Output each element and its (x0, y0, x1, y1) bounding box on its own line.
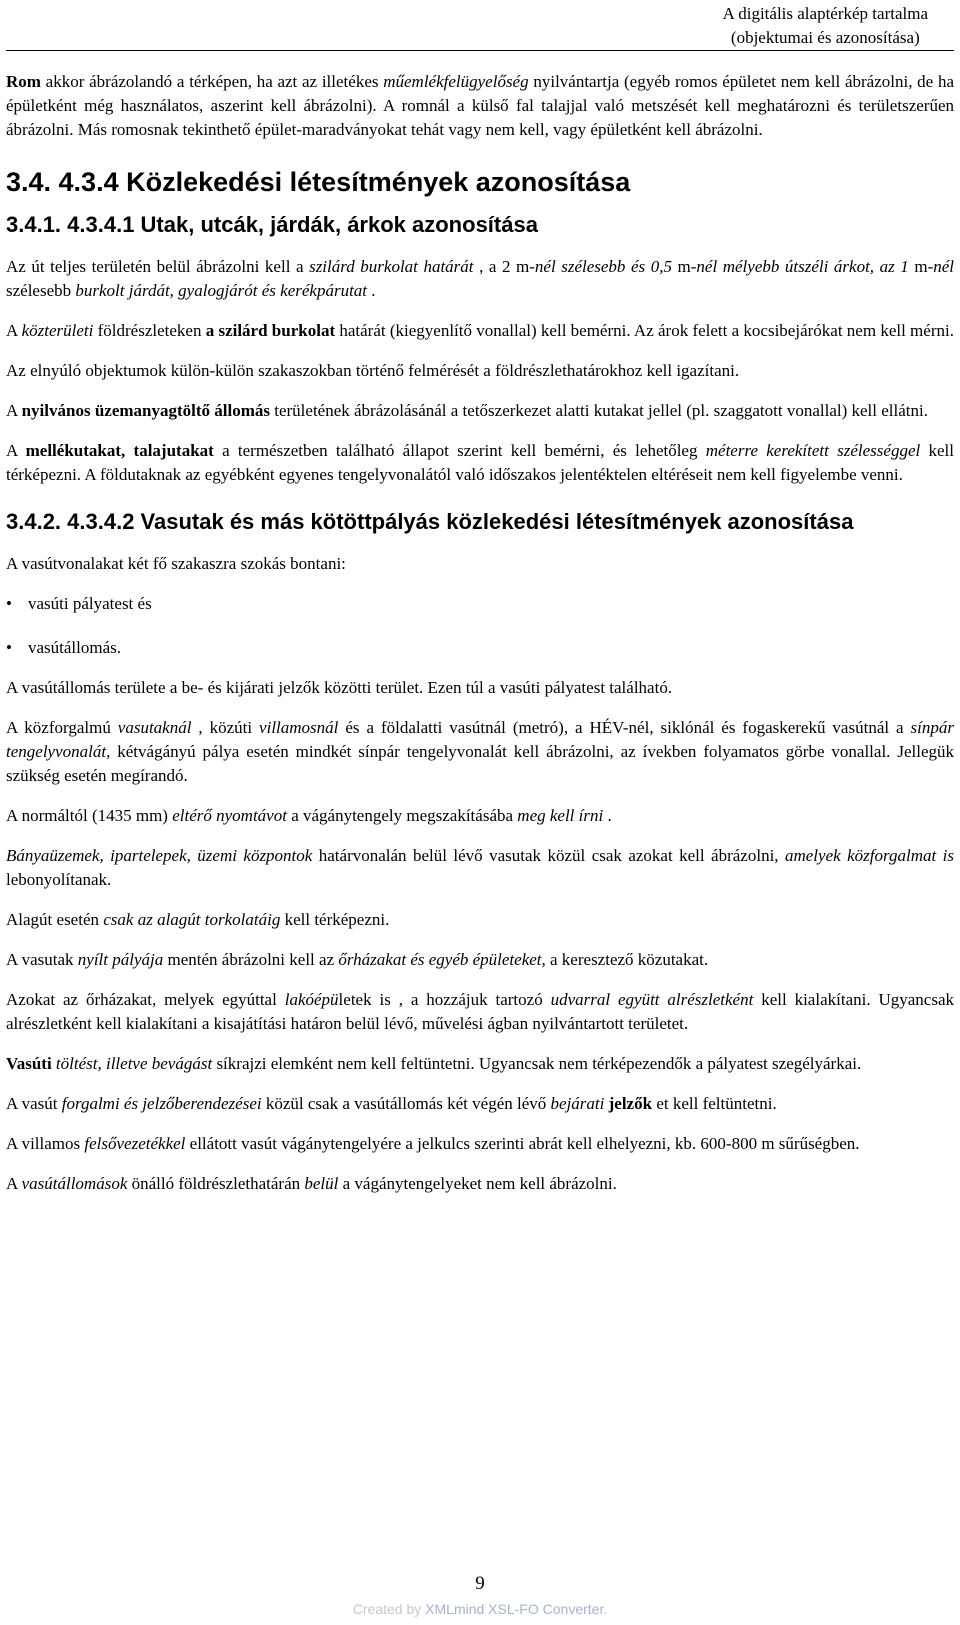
list-item: • vasúti pályatest és (6, 592, 954, 616)
header-subtitle: (objektumai és azonosítása) (730, 28, 920, 47)
paragraph: A vasútállomások önálló földrészlethatárán belül a vágánytengelyeket nem kell ábrázolni. (6, 1174, 617, 1193)
paragraph: A mellékutakat, talajutakat a természetben található állapot szerint kell bemérni, és lehetőleg méterre kerekített szélességgel kell térképezni. A földutaknak az egyébként egyenes tengelyvonalától való időszakos jelentéktelen eltéréseit nem kell figyelembe venni. (6, 441, 954, 484)
paragraph: Az út teljes területén belül ábrázolni kell a szilárd burkolat határát , a 2 m-nél szélesebb és 0,5 m-nél mélyebb útszéli árkot, az 1 m-nél szélesebb burkolt járdát, gyalogjárót és kerékpárutat . (6, 257, 954, 300)
page-number: 9 (475, 1573, 485, 1594)
paragraph: Azokat az őrházakat, melyek egyúttal lakóépületek is , a hozzájuk tartozó udvarral együtt alrészletként kell kialakítani. Ugyancsak alrészletként kell kialakítani a kisajátítási határon belül lévő, művelési ágban nyilvántartott területet. (6, 990, 954, 1033)
bullet-list (6, 592, 954, 660)
paragraph: A normáltól (1435 mm) eltérő nyomtávot a vágánytengely megszakításába meg kell írni . (6, 806, 612, 825)
running-header (723, 2, 928, 50)
paragraph: Vasúti töltést, illetve bevágást síkrajzi elemként nem kell feltüntetni. Ugyancsak nem térképezendők a pályatest szegélyárkai. (6, 1054, 862, 1073)
paragraph: A nyilvános üzemanyagtöltő állomás területének ábrázolásánál a tetőszerkezet alatti kutakat jellel (pl. szaggatott vonallal) kell ellátni. (6, 401, 928, 420)
list-item: • vasútállomás. (6, 636, 954, 660)
section-heading-3-4-2: 3.4.2. 4.3.4.2 Vasutak és más kötöttpályás közlekedési létesítmények azonosítása (6, 509, 854, 534)
converter-brand-link[interactable]: XMLmind XSL-FO Converter (425, 1601, 604, 1617)
converter-credit: Created by XMLmind XSL-FO Converter. (352, 1601, 608, 1617)
header-title: A digitális alaptérkép tartalma (722, 4, 928, 23)
paragraph: A közforgalmú vasutaknál , közúti villamosnál és a földalatti vasútnál (metró), a HÉV-nél, siklónál és fogaskerekű vasútnál a sínpár tengelyvonalát, kétvágányú pálya esetén mindkét sínpár tengelyvonalát kell ábrázolni, az ívekben folyamatos görbe vonallal. Jellegük szükség esetén megírandó. (6, 718, 954, 785)
paragraph: A villamos felsővezetékkel ellátott vasút vágánytengelyére a jelkulcs szerinti abrát kell elhelyezni, kb. 600-800 m sűrűségben. (6, 1134, 860, 1153)
term-rom: Rom (6, 72, 41, 91)
paragraph: Az elnyúló objektumok külön-külön szakaszokban történő felmérését a földrészlethatárokhoz kell igazítani. (6, 361, 740, 380)
paragraph: A vasútállomás területe a be- és kijárati jelzők közötti terület. Ezen túl a vasúti pályatest található. (6, 678, 673, 697)
paragraph: Bányaüzemek, ipartelepek, üzemi központok határvonalán belül lévő vasutak közül csak azokat kell ábrázolni, amelyek közforgalmat is lebonyolítanak. (6, 846, 954, 889)
paragraph: A közterületi földrészleteken a szilárd burkolat határát (kiegyenlítő vonallal) kell bemérni. Az árok felett a kocsibejárókat nem kell mérni. (6, 321, 954, 340)
paragraph: A vasútvonalakat két fő szakaszra szokás bontani: (6, 554, 346, 573)
paragraph: A vasút forgalmi és jelzőberendezései közül csak a vasútállomás két végén lévő bejárati jelzők et kell feltüntetni. (6, 1094, 777, 1113)
paragraph: A vasutak nyílt pályája mentén ábrázolni kell az őrházakat és egyéb épületeket, a keresztező közutakat. (6, 950, 709, 969)
header-divider (6, 50, 954, 51)
page-content (6, 70, 954, 1196)
section-heading-3-4-1: 3.4.1. 4.3.4.1 Utak, utcák, járdák, árkok azonosítása (6, 212, 538, 237)
paragraph: Alagút esetén csak az alagút torkolatáig kell térképezni. (6, 910, 390, 929)
section-heading-3-4: 3.4. 4.3.4 Közlekedési létesítmények azonosítása (6, 167, 631, 197)
paragraph-rom: Rom akkor ábrázolandó a térképen, ha azt az illetékes műemlékfelügyelőség nyilvántartja (egyéb romos épületet nem kell ábrázolni, de ha épületként még használatos, aszerint kell ábrázolni). A romnál a külső fal talajjal való metszését kell meghatározni és területszerűen ábrázolni. Más romosnak tekinthető épület-maradványokat tehát vagy nem kell, vagy épületként kell ábrázolni. (6, 72, 954, 139)
